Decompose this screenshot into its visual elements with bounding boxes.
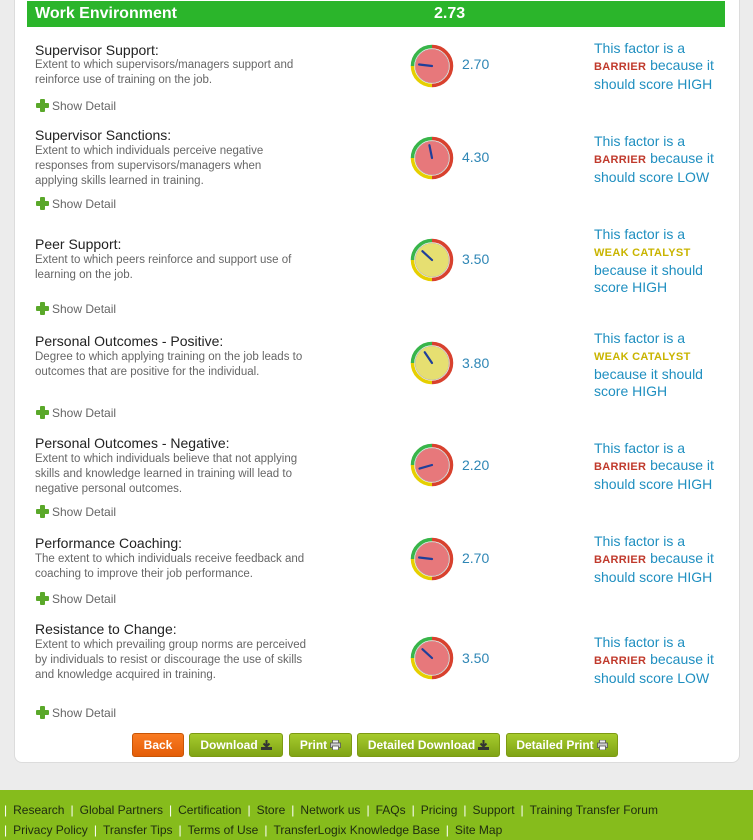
footer-separator: | (445, 823, 449, 837)
printer-icon (597, 740, 608, 750)
footer-separator: | (4, 803, 8, 817)
score-gauge-icon (410, 341, 454, 385)
factor-score-value: 3.50 (462, 251, 490, 267)
factor-title: Personal Outcomes - Positive: (35, 333, 224, 349)
show-detail-link[interactable] (35, 705, 116, 720)
factor-verdict (594, 440, 729, 493)
factor-title: Personal Outcomes - Negative: (35, 435, 230, 451)
download-button[interactable] (189, 733, 283, 757)
factor-description: Extent to which individuals perceive negative responses from supervisors/managers when applying skills learned in training. (35, 145, 264, 187)
detailed-download-button[interactable] (357, 733, 500, 757)
footer-link[interactable]: Training Transfer Forum (529, 803, 658, 817)
section-score: 2.73 (434, 5, 466, 22)
footer-link[interactable]: FAQs (375, 803, 406, 817)
show-detail-label: Show Detail (52, 405, 117, 420)
print-button-label: Print (299, 738, 328, 752)
factor-score-value: 3.50 (462, 650, 490, 666)
show-detail-label: Show Detail (52, 196, 117, 211)
factor-verdict (594, 533, 729, 586)
footer-link[interactable]: Privacy Policy (13, 823, 88, 837)
footer-separator: | (411, 803, 415, 817)
factor-score-value: 4.30 (462, 149, 490, 165)
detailed-download-button-label: Detailed Download (367, 738, 476, 752)
verdict-reason: because it should score HIGH (594, 262, 703, 295)
show-detail-link[interactable] (35, 504, 116, 519)
verdict-intro: This factor is a (594, 634, 686, 650)
verdict-intro: This factor is a (594, 330, 686, 346)
footer-separator: | (70, 803, 74, 817)
verdict-intro: This factor is a (594, 533, 686, 549)
show-detail-link[interactable] (35, 405, 116, 420)
show-detail-label: Show Detail (52, 504, 117, 519)
plus-icon (35, 405, 50, 420)
footer-separator: | (366, 803, 370, 817)
back-button[interactable] (132, 733, 184, 757)
factor-verdict (594, 133, 729, 186)
footer-link[interactable]: Site Map (454, 823, 503, 837)
footer-link[interactable]: Research (13, 803, 65, 817)
verdict-reason: because it should score LOW (594, 150, 714, 185)
factor-description: Degree to which applying training on the job leads to outcomes that are positive for the individual. (35, 351, 303, 378)
show-detail-label: Show Detail (52, 705, 117, 720)
footer-link[interactable]: TransferLogix Knowledge Base (273, 823, 440, 837)
footer-separator: | (4, 823, 8, 837)
status-badge: BARRIER (594, 655, 647, 667)
footer-separator: | (93, 823, 97, 837)
verdict-reason: because it should score HIGH (594, 457, 714, 492)
site-footer (0, 790, 753, 840)
footer-links-row-1 (4, 803, 658, 817)
factor-title: Peer Support: (35, 236, 122, 252)
footer-links-row-2 (4, 823, 502, 837)
show-detail-label: Show Detail (52, 98, 117, 113)
show-detail-label: Show Detail (52, 301, 117, 316)
verdict-reason: because it should score HIGH (594, 366, 703, 399)
footer-link[interactable]: Transfer Tips (102, 823, 173, 837)
score-gauge-icon (410, 136, 454, 180)
factor-description: Extent to which prevailing group norms are perceived by individuals to resist or discourage the use of skills and knowledge acquired in training. (35, 639, 307, 681)
footer-separator: | (178, 823, 182, 837)
plus-icon (35, 98, 50, 113)
plus-icon (35, 504, 50, 519)
download-icon (478, 740, 489, 750)
verdict-reason: because it should score HIGH (594, 550, 714, 585)
status-badge: BARRIER (594, 554, 647, 566)
factor-description: The extent to which individuals receive feedback and coaching to improve their job performance. (35, 553, 305, 580)
back-button-label: Back (143, 738, 173, 752)
status-badge: BARRIER (594, 61, 647, 73)
score-gauge-icon (410, 238, 454, 282)
score-gauge-icon (410, 44, 454, 88)
show-detail-link[interactable] (35, 196, 116, 211)
verdict-reason: because it should score LOW (594, 651, 714, 686)
scrollbar[interactable] (738, 0, 753, 770)
footer-link[interactable]: Global Partners (79, 803, 163, 817)
plus-icon (35, 705, 50, 720)
footer-link[interactable]: Support (472, 803, 515, 817)
factor-title: Resistance to Change: (35, 621, 177, 637)
status-badge: WEAK CATALYST (594, 351, 691, 363)
factor-description: Extent to which individuals believe that not applying skills and knowledge learned in training will lead to negative personal outcomes. (35, 453, 298, 495)
factor-description: Extent to which peers reinforce and support use of learning on the job. (35, 254, 292, 281)
factor-score-value: 2.70 (462, 56, 490, 72)
score-gauge-icon (410, 537, 454, 581)
footer-link[interactable]: Network us (300, 803, 361, 817)
footer-separator: | (463, 803, 467, 817)
verdict-reason: because it should score HIGH (594, 57, 714, 92)
footer-link[interactable]: Pricing (420, 803, 458, 817)
factor-score-value: 2.70 (462, 550, 490, 566)
footer-separator: | (247, 803, 251, 817)
plus-icon (35, 301, 50, 316)
footer-link[interactable]: Certification (178, 803, 242, 817)
printer-icon (330, 740, 341, 750)
status-badge: WEAK CATALYST (594, 247, 691, 259)
show-detail-label: Show Detail (52, 591, 117, 606)
factor-description: Extent to which supervisors/managers support and reinforce use of training on the job. (35, 59, 294, 86)
section-title: Work Environment (35, 5, 177, 22)
status-badge: BARRIER (594, 154, 647, 166)
section-header (27, 1, 725, 27)
show-detail-link[interactable] (35, 591, 116, 606)
footer-separator: | (168, 803, 173, 817)
verdict-intro: This factor is a (594, 40, 686, 56)
verdict-intro: This factor is a (594, 133, 686, 149)
factor-verdict (594, 226, 729, 296)
footer-link[interactable]: Terms of Use (187, 823, 259, 837)
show-detail-link[interactable] (35, 301, 116, 316)
factor-score-value: 3.80 (462, 355, 490, 371)
factor-verdict (594, 40, 729, 93)
score-gauge-icon (410, 443, 454, 487)
detailed-print-button[interactable] (506, 733, 618, 757)
plus-icon (35, 196, 50, 211)
detailed-print-button-label: Detailed Print (516, 738, 594, 752)
download-button-label: Download (200, 738, 258, 752)
plus-icon (35, 591, 50, 606)
factor-title: Performance Coaching: (35, 535, 183, 551)
print-button[interactable] (289, 733, 352, 757)
verdict-intro: This factor is a (594, 440, 686, 456)
factor-verdict (594, 634, 729, 687)
show-detail-link[interactable] (35, 98, 116, 113)
factor-title: Supervisor Support: (35, 42, 159, 58)
factor-title: Supervisor Sanctions: (35, 127, 172, 143)
footer-link[interactable]: Store (256, 803, 286, 817)
status-badge: BARRIER (594, 461, 647, 473)
footer-separator: | (520, 803, 524, 817)
verdict-intro: This factor is a (594, 226, 686, 242)
footer-separator: | (291, 803, 295, 817)
footer-separator: | (264, 823, 268, 837)
factor-score-value: 2.20 (462, 457, 490, 473)
factor-verdict (594, 330, 729, 400)
download-icon (261, 740, 272, 750)
score-gauge-icon (410, 636, 454, 680)
